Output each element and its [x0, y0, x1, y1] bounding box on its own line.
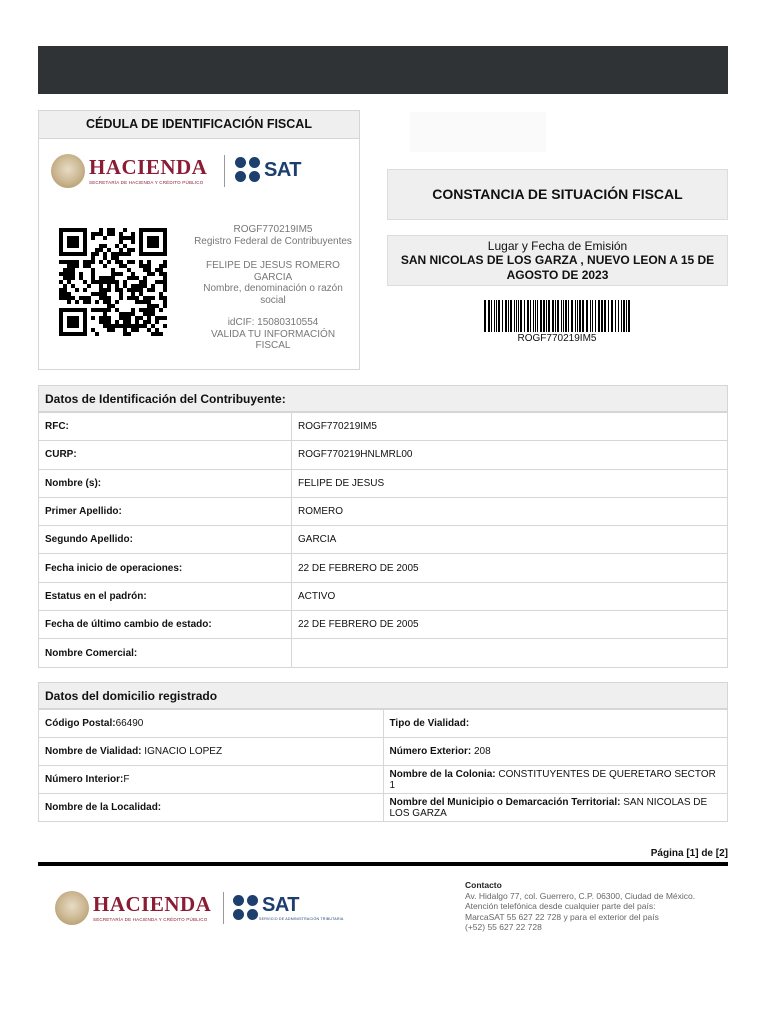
sat-logo: [235, 157, 301, 183]
cedula-rfc: ROGF770219IM5: [233, 224, 313, 235]
field-value: ROGF770219IM5: [292, 413, 728, 441]
hacienda-wordmark: HACIENDA: [89, 155, 208, 179]
table-row: [39, 554, 728, 582]
numero-interior-label: Número Interior:: [45, 774, 124, 785]
field-value: GARCIA: [292, 526, 728, 554]
field-label: Nombre Comercial:: [39, 639, 292, 667]
barcode-text: ROGF770219IM5: [517, 333, 597, 344]
cedula-logos: [51, 151, 351, 191]
cedula-card: [38, 110, 360, 370]
table-row: [39, 794, 728, 822]
numero-interior-cell: [39, 766, 384, 794]
qr-code[interactable]: [59, 228, 167, 336]
colonia-value: CONSTITUYENTES DE QUERETARO SECTOR 1: [389, 768, 716, 791]
field-label: Fecha de último cambio de estado:: [39, 611, 292, 639]
footer-sat-dots-icon: [233, 895, 259, 921]
lugar-value: SAN NICOLAS DE LOS GARZA , NUEVO LEON A 15 DE AGOSTO DE 2023: [400, 253, 715, 282]
municipio-cell: [383, 794, 728, 822]
table-row: [39, 526, 728, 554]
cedula-rfc-label: Registro Federal de Contribuyentes: [194, 235, 352, 247]
codigo-postal-cell: [39, 710, 384, 738]
table-row: [39, 469, 728, 497]
cedula-info: [193, 224, 353, 352]
footer-hacienda-logo: [55, 887, 211, 929]
field-value: FELIPE DE JESUS: [292, 469, 728, 497]
field-label: Segundo Apellido:: [39, 526, 292, 554]
cedula-title: CÉDULA DE IDENTIFICACIÓN FISCAL: [39, 111, 359, 139]
barcode: [482, 300, 632, 334]
table-row: [39, 710, 728, 738]
footer-mexico-seal-icon: [55, 891, 89, 925]
footer-sat-subtitle: SERVICIO DE ADMINISTRACIÓN TRIBUTARIA: [259, 917, 344, 921]
field-value: ACTIVO: [292, 582, 728, 610]
numero-exterior-cell: [383, 738, 728, 766]
contacto-line: MarcaSAT 55 627 22 728 y para el exterior del país: [465, 911, 659, 922]
hacienda-logo: [51, 151, 207, 191]
nombre-vialidad-label: Nombre de Vialidad:: [45, 746, 142, 757]
tipo-vialidad-label: Tipo de Vialidad:: [389, 718, 470, 729]
page-number: Página [1] de [2]: [650, 848, 728, 859]
mexico-seal-icon: [51, 154, 85, 188]
cedula-name-label: Nombre, denominación o razón social: [203, 283, 343, 306]
field-value: 22 DE FEBRERO DE 2005: [292, 554, 728, 582]
table-row: [39, 582, 728, 610]
field-value: ROGF770219HNLMRL00: [292, 441, 728, 469]
localidad-cell: [39, 794, 384, 822]
numero-exterior-value: 208: [471, 746, 491, 757]
identificacion-header: Datos de Identificación del Contribuyente:: [38, 385, 728, 412]
lugar-fecha-box: [387, 235, 728, 286]
lugar-label: Lugar y Fecha de Emisión: [487, 239, 628, 253]
field-label: CURP:: [39, 441, 292, 469]
codigo-postal-value: 66490: [115, 718, 144, 729]
header-bar: [38, 46, 728, 94]
colonia-label: Nombre de la Colonia:: [389, 768, 496, 780]
footer-sat-wordmark: SAT: [262, 894, 300, 916]
contacto-line: Atención telefónica desde cualquier parte del país:: [465, 901, 656, 912]
field-value: 22 DE FEBRERO DE 2005: [292, 611, 728, 639]
table-row: [39, 766, 728, 794]
table-row: [39, 497, 728, 525]
contacto-line: Av. Hidalgo 77, col. Guerrero, C.P. 06300, Ciudad de México.: [465, 890, 696, 901]
table-row: [39, 441, 728, 469]
codigo-postal-label: Código Postal:: [45, 718, 116, 729]
constancia-title: CONSTANCIA DE SITUACIÓN FISCAL: [387, 169, 728, 220]
table-row: [39, 738, 728, 766]
footer-hacienda-subtitle: SECRETARÍA DE HACIENDA Y CRÉDITO PÚBLICO: [93, 917, 208, 922]
numero-interior-value: F: [123, 774, 130, 785]
tipo-vialidad-cell: [383, 710, 728, 738]
footer-hacienda-wordmark: HACIENDA: [93, 892, 212, 916]
municipio-value: SAN NICOLAS DE LOS GARZA: [389, 796, 708, 819]
contacto-block: [465, 880, 725, 933]
logo-divider: [224, 155, 225, 187]
footer-logo-divider: [223, 892, 224, 924]
field-value: [292, 639, 728, 667]
domicilio-header: Datos del domicilio registrado: [38, 682, 728, 709]
localidad-label: Nombre de la Localidad:: [45, 802, 162, 813]
table-row: [39, 639, 728, 667]
faint-placeholder: [410, 112, 546, 152]
contacto-title: Contacto: [465, 880, 502, 890]
domicilio-table: [38, 709, 728, 822]
field-label: Primer Apellido:: [39, 497, 292, 525]
footer-logos: [55, 887, 365, 929]
nombre-vialidad-cell: [39, 738, 384, 766]
field-value: ROMERO: [292, 497, 728, 525]
cedula-valida: VALIDA TU INFORMACIÓN FISCAL: [210, 328, 336, 351]
field-label: Fecha inicio de operaciones:: [39, 554, 292, 582]
cedula-name: FELIPE DE JESUS ROMERO GARCIA: [206, 260, 340, 283]
table-row: [39, 413, 728, 441]
footer-sat-logo: [233, 895, 343, 921]
sat-dots-icon: [235, 157, 261, 183]
field-label: RFC:: [39, 413, 292, 441]
colonia-cell: [383, 766, 728, 794]
field-label: Nombre (s):: [39, 469, 292, 497]
cedula-idcif: idCIF: 15080310554: [227, 317, 319, 328]
identificacion-table: [38, 412, 728, 668]
table-row: [39, 611, 728, 639]
nombre-vialidad-value: IGNACIO LOPEZ: [141, 746, 223, 757]
contacto-line: (+52) 55 627 22 728: [465, 922, 542, 933]
field-label: Estatus en el padrón:: [39, 582, 292, 610]
numero-exterior-label: Número Exterior:: [389, 746, 472, 757]
municipio-label: Nombre del Municipio o Demarcación Territorial:: [389, 796, 621, 808]
hacienda-subtitle: SECRETARÍA DE HACIENDA Y CRÉDITO PÚBLICO: [89, 180, 204, 185]
sat-wordmark: SAT: [264, 159, 302, 181]
footer-rule: [38, 862, 728, 866]
